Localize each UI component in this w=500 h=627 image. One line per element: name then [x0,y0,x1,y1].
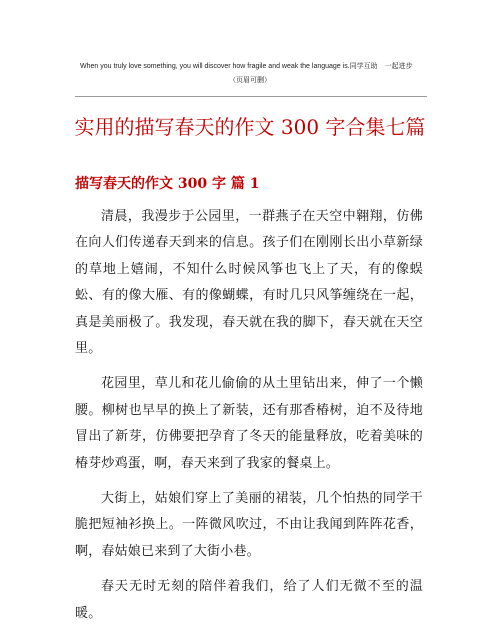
essay-paragraph-2: 花园里，草儿和花儿偷偷的从土里钻出来，伸了一个懒腰。柳树也早早的换上了新装，还有那香椿树，迫不及待地冒出了新芽，仿佛要把孕育了冬天的能量释放，吃着美味的椿芽炒鸡蛋，啊，春天来到了我家的餐桌上。 [75,376,423,471]
header-divider [75,96,427,97]
section-heading: 描写春天的作文 300 字 篇 1 [75,176,260,192]
page-header-quote: When you truly love something, you will discover how fragile and weak the language is.同学互助 一起进步 [80,63,413,70]
document-title: 实用的描写春天的作文 300 字合集七篇 [74,115,426,139]
essay-paragraph-4: 春天无时无刻的陪伴着我们，给了人们无微不至的温暖。 [75,579,423,621]
essay-paragraph-3: 大街上，姑娘们穿上了美丽的裙装，几个怕热的同学干脆把短袖衫换上。一阵微风吹过，不由让我闻到阵阵花香，啊，春姑娘已来到了大街小巷。 [75,491,423,559]
essay-paragraph-1: 清晨，我漫步于公园里，一群燕子在天空中翱翔，仿佛在向人们传递春天到来的信息。孩子们在刚刚长出小草新绿的草地上嬉闹，不知什么时候风筝也飞上了天，有的像蜈蚣、有的像大雁、有的像蝴蝶，有时几只风筝缠绕在一起，真是美丽极了。我发现，春天就在我的脚下，春天就在天空里。 [75,209,423,357]
essay-body [75,204,423,627]
page-header-note: （页眉可删） [229,76,271,84]
